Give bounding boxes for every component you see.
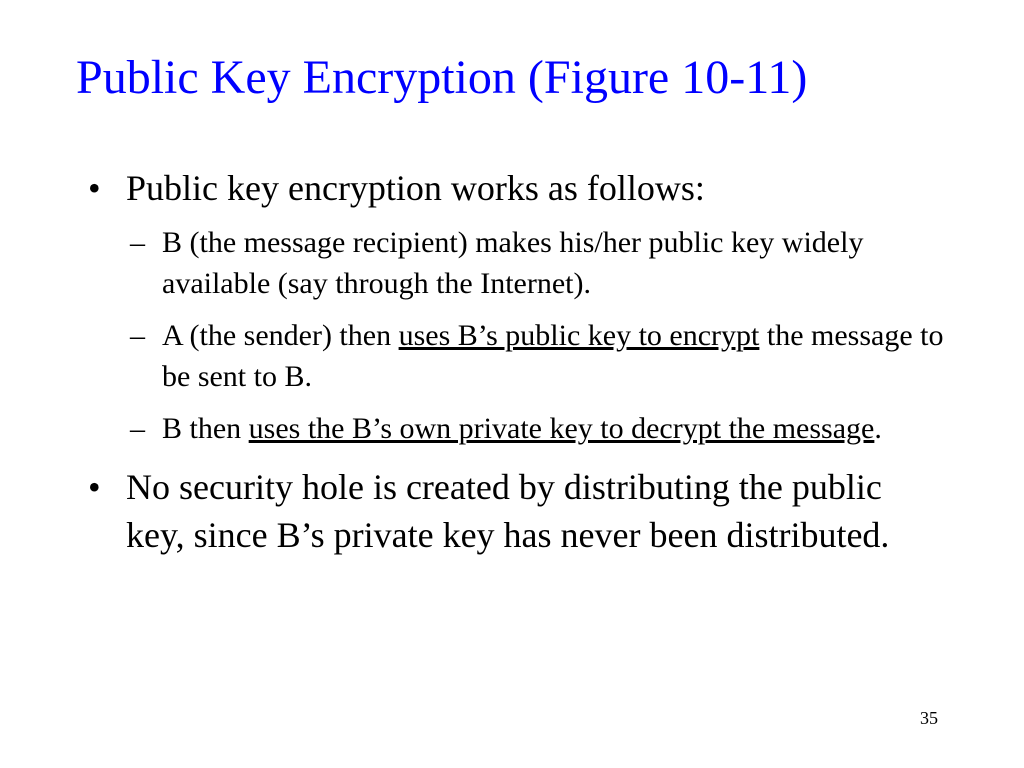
slide-title: Public Key Encryption (Figure 10-11) — [76, 51, 808, 104]
dash-marker: – — [130, 319, 145, 352]
sub-bullet-text: . — [874, 412, 882, 445]
underlined-phrase: uses B’s public key to encrypt — [398, 319, 760, 352]
bullet-list — [88, 164, 948, 573]
bullet-item — [88, 164, 948, 449]
dash-marker: – — [130, 412, 145, 445]
sub-bullet-text: B then — [162, 412, 249, 445]
sub-bullet-list — [126, 222, 948, 449]
bullet-text: Public key encryption works as follows: — [126, 168, 705, 208]
sub-bullet-text: the message to be sent to B. — [162, 319, 944, 393]
sub-bullet-item — [118, 222, 948, 304]
underlined-phrase: uses the B’s own private key to decrypt the message — [248, 412, 875, 445]
page-number: 35 — [920, 708, 938, 728]
sub-bullet-item — [118, 408, 948, 449]
bullet-marker: • — [88, 467, 101, 507]
bullet-item — [88, 463, 948, 559]
dash-marker: – — [130, 226, 145, 259]
sub-bullet-text: B (the message recipient) makes his/her public key widely available (say through the Internet). — [162, 226, 864, 300]
sub-bullet-text: A (the sender) then — [162, 319, 399, 352]
bullet-marker: • — [88, 168, 101, 208]
sub-bullet-item — [118, 315, 948, 397]
bullet-text: No security hole is created by distributing the public key, since B’s private key has never been distributed. — [126, 467, 890, 555]
